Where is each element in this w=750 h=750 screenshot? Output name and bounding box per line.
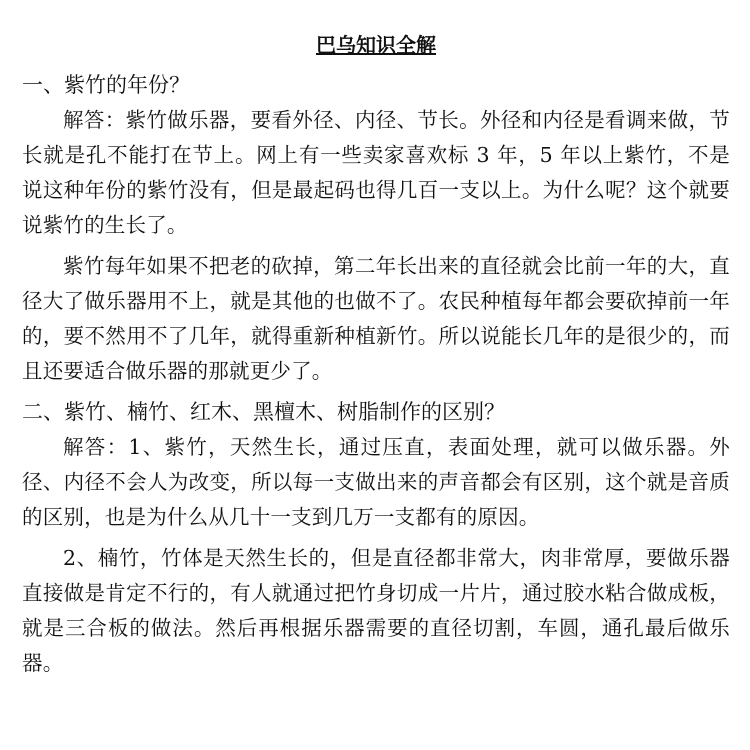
paragraph-2-2: 2、楠竹，竹体是天然生长的，但是直径都非常大，肉非常厚，要做乐器直接做是肯定不行的，有人就通过把竹身切成一片片，通过胶水粘合做成板，就是三合板的做法。然后再根据乐器需要的直径切割，车圆，通孔最后做乐器。 bbox=[22, 546, 730, 675]
paragraph-1-2: 紫竹每年如果不把老的砍掉，第二年长出来的直径就会比前一年的大，直径大了做乐器用不上，就是其他的也做不了。农民种植每年都会要砍掉前一年的，要不然用不了几年，就得重新种植新竹。所以说能长几年的是很少的，而且还要适合做乐器的那就更少了。 bbox=[22, 254, 730, 383]
section-heading-1: 一、紫竹的年份？ bbox=[22, 73, 190, 97]
document-title: 巴乌知识全解 bbox=[316, 33, 436, 57]
paragraph-1-1: 解答：紫竹做乐器，要看外径、内径、节长。外径和内径是看调来做，节长就是孔不能打在节上。网上有一些卖家喜欢标 3 年，5 年以上紫竹，不是说这种年份的紫竹没有，但是最起码也得几百一支以上。为什么呢？这个就要说紫竹的生长了。 bbox=[22, 108, 730, 237]
paragraph-2-1: 解答：1、紫竹，天然生长，通过压直，表面处理，就可以做乐器。外径、内径不会人为改变，所以每一支做出来的声音都会有区别，这个就是音质的区别，也是为什么从几十一支到几万一支都有的原因。 bbox=[22, 435, 730, 529]
section-heading-2: 二、紫竹、楠竹、红木、黑檀木、树脂制作的区别？ bbox=[22, 400, 505, 424]
